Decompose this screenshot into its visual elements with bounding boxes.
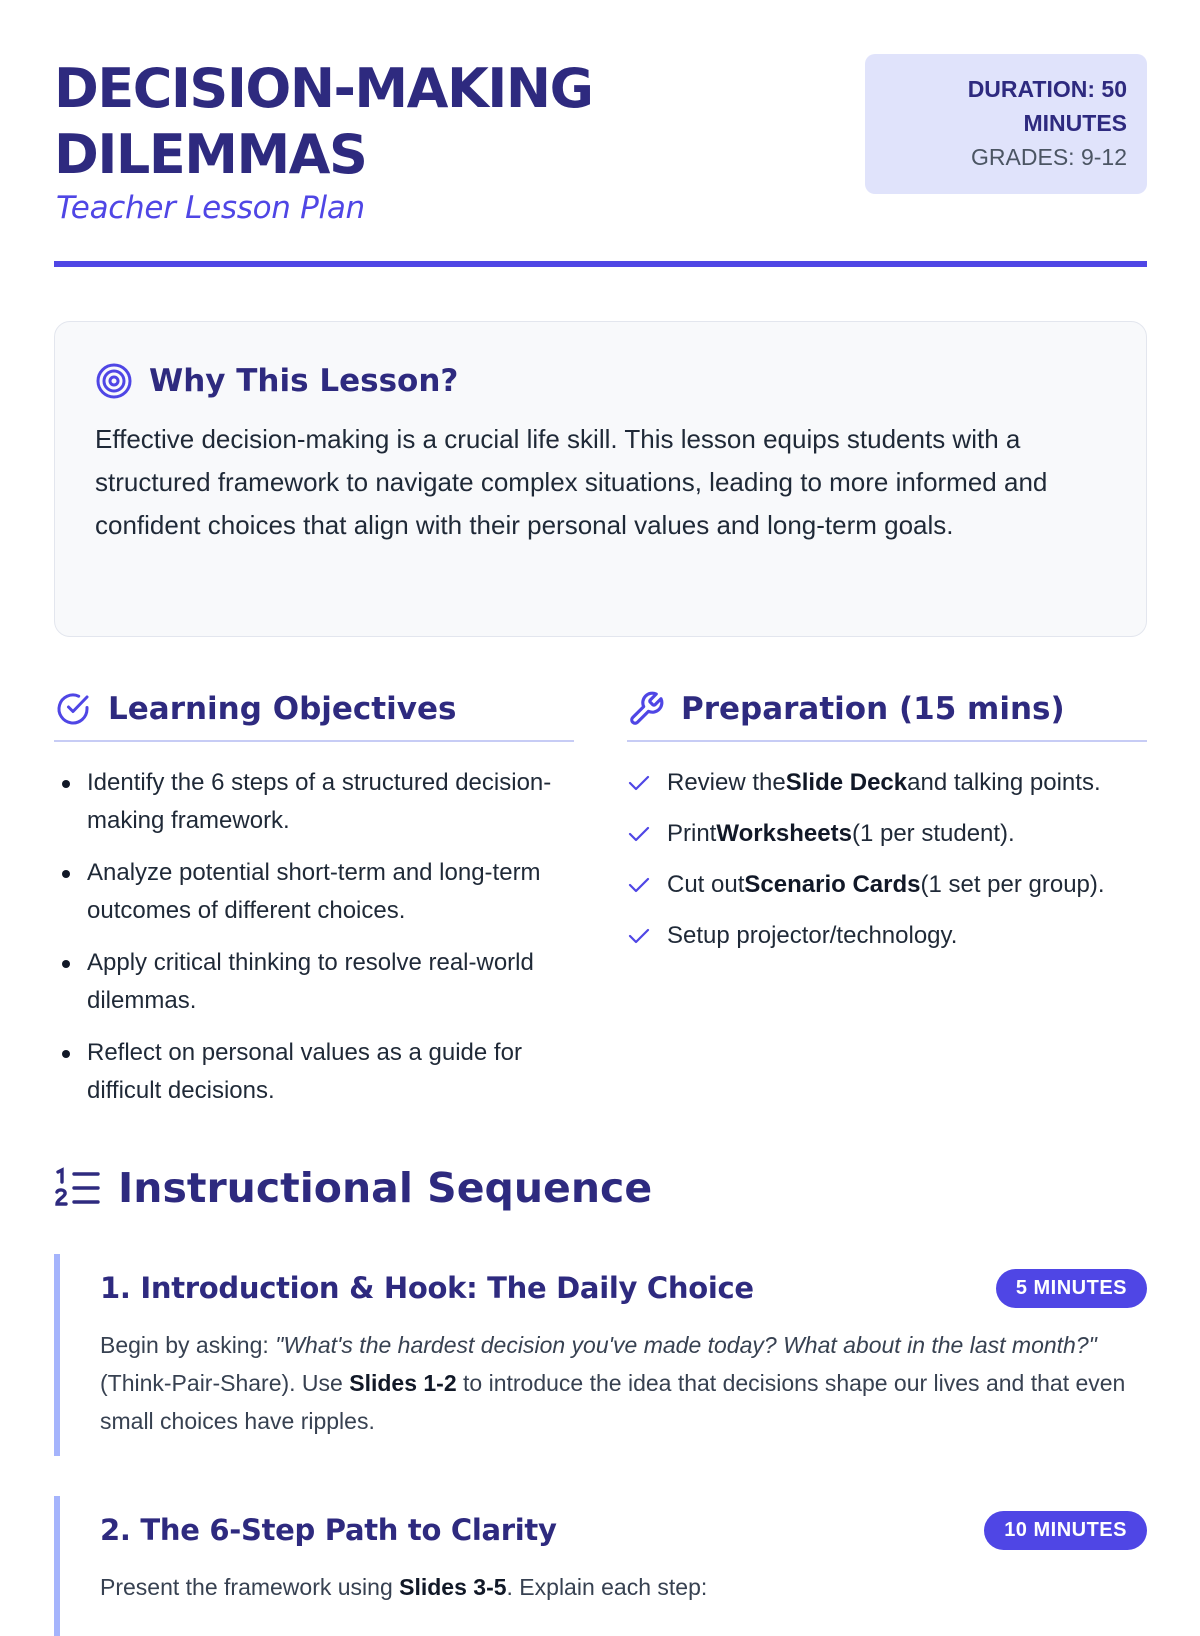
- prep-bold: Slide Deck: [785, 769, 908, 796]
- prep-bold: Worksheets: [716, 820, 852, 847]
- objectives-list: [54, 764, 574, 1110]
- step-title: 1. Introduction & Hook: The Daily Choice: [100, 1271, 754, 1305]
- step-text: Present the framework using: [100, 1574, 400, 1600]
- header: [54, 0, 1147, 268]
- page-title: DECISION-MAKING DILEMMAS: [54, 57, 593, 186]
- step-text: . Explain each step:: [506, 1574, 708, 1600]
- step-bold: Slides 1-2: [349, 1370, 457, 1396]
- preparation-list: [627, 764, 1147, 955]
- sequence-step-2: [54, 1496, 1147, 1636]
- checkmark-icon: [627, 771, 651, 795]
- preparation-heading-text: Preparation (15 mins): [681, 691, 1065, 727]
- wrench-icon: [627, 690, 665, 728]
- header-divider: [54, 261, 1147, 267]
- step-text: to introduce the idea that decisions shape our lives and that even small choices have ripples.: [100, 1370, 1126, 1434]
- list-item: Reflect on personal values as a guide for difficult decisions.: [54, 1034, 574, 1110]
- duration-label: DURATION: 50 MINUTES: [967, 76, 1127, 136]
- objectives-heading-text: Learning Objectives: [108, 691, 457, 727]
- list-item: [627, 764, 1147, 802]
- duration-badge: 5 MINUTES: [996, 1269, 1147, 1308]
- lesson-meta-box: [865, 54, 1147, 194]
- page-subtitle: Teacher Lesson Plan: [56, 190, 365, 226]
- prep-bold: Scenario Cards: [744, 871, 921, 898]
- check-circle-icon: [54, 690, 92, 728]
- lesson-plan-page: [54, 0, 1147, 1600]
- sequence-heading: [54, 1164, 652, 1212]
- step-quote: "What's the hardest decision you've made today? What about in the last month?": [275, 1332, 1097, 1358]
- step-bold: Slides 3-5: [399, 1574, 507, 1600]
- why-heading-text: Why This Lesson?: [149, 363, 459, 399]
- step-description: [100, 1326, 1147, 1440]
- step-text: (Think-Pair-Share). Use: [100, 1370, 350, 1396]
- list-item: [627, 866, 1147, 904]
- checkmark-icon: [627, 873, 651, 897]
- step-description: [100, 1568, 1147, 1606]
- target-icon: [95, 362, 133, 400]
- numbered-list-icon: [54, 1166, 102, 1210]
- step-text: Begin by asking:: [100, 1332, 276, 1358]
- list-item: [627, 815, 1147, 853]
- step-header: [100, 1506, 1147, 1554]
- step-header: [100, 1264, 1147, 1312]
- prep-text: Setup projector/technology.: [667, 922, 958, 949]
- why-text: Effective decision-making is a crucial life skill. This lesson equips students with a structured framework to navigate complex situations, leading to more informed and confident choices that align with their personal values and long-term goals.: [95, 424, 1048, 540]
- sequence-heading-text: Instructional Sequence: [118, 1164, 653, 1212]
- list-item: [627, 917, 1147, 955]
- list-item: Identify the 6 steps of a structured decision-making framework.: [54, 764, 574, 840]
- prep-text: and talking points.: [907, 769, 1101, 796]
- checkmark-icon: [627, 924, 651, 948]
- preparation-heading: [627, 690, 1147, 742]
- step-title: 2. The 6-Step Path to Clarity: [100, 1513, 557, 1547]
- why-heading: [95, 362, 1106, 400]
- list-item: Analyze potential short-term and long-term outcomes of different choices.: [54, 854, 574, 930]
- prep-text: (1 per student).: [851, 820, 1015, 847]
- learning-objectives-section: [54, 690, 574, 1124]
- preparation-section: [627, 690, 1147, 968]
- prep-text: Review the: [667, 769, 786, 796]
- duration-badge: 10 MINUTES: [984, 1511, 1147, 1550]
- sequence-step-1: [54, 1254, 1147, 1456]
- list-item: Apply critical thinking to resolve real-world dilemmas.: [54, 944, 574, 1020]
- why-lesson-card: [54, 321, 1147, 637]
- checkmark-icon: [627, 822, 651, 846]
- grades-label: GRADES: 9-12: [971, 144, 1127, 170]
- prep-text: Print: [667, 820, 717, 847]
- prep-text: (1 set per group).: [920, 871, 1105, 898]
- objectives-heading: [54, 690, 574, 742]
- prep-text: Cut out: [667, 871, 745, 898]
